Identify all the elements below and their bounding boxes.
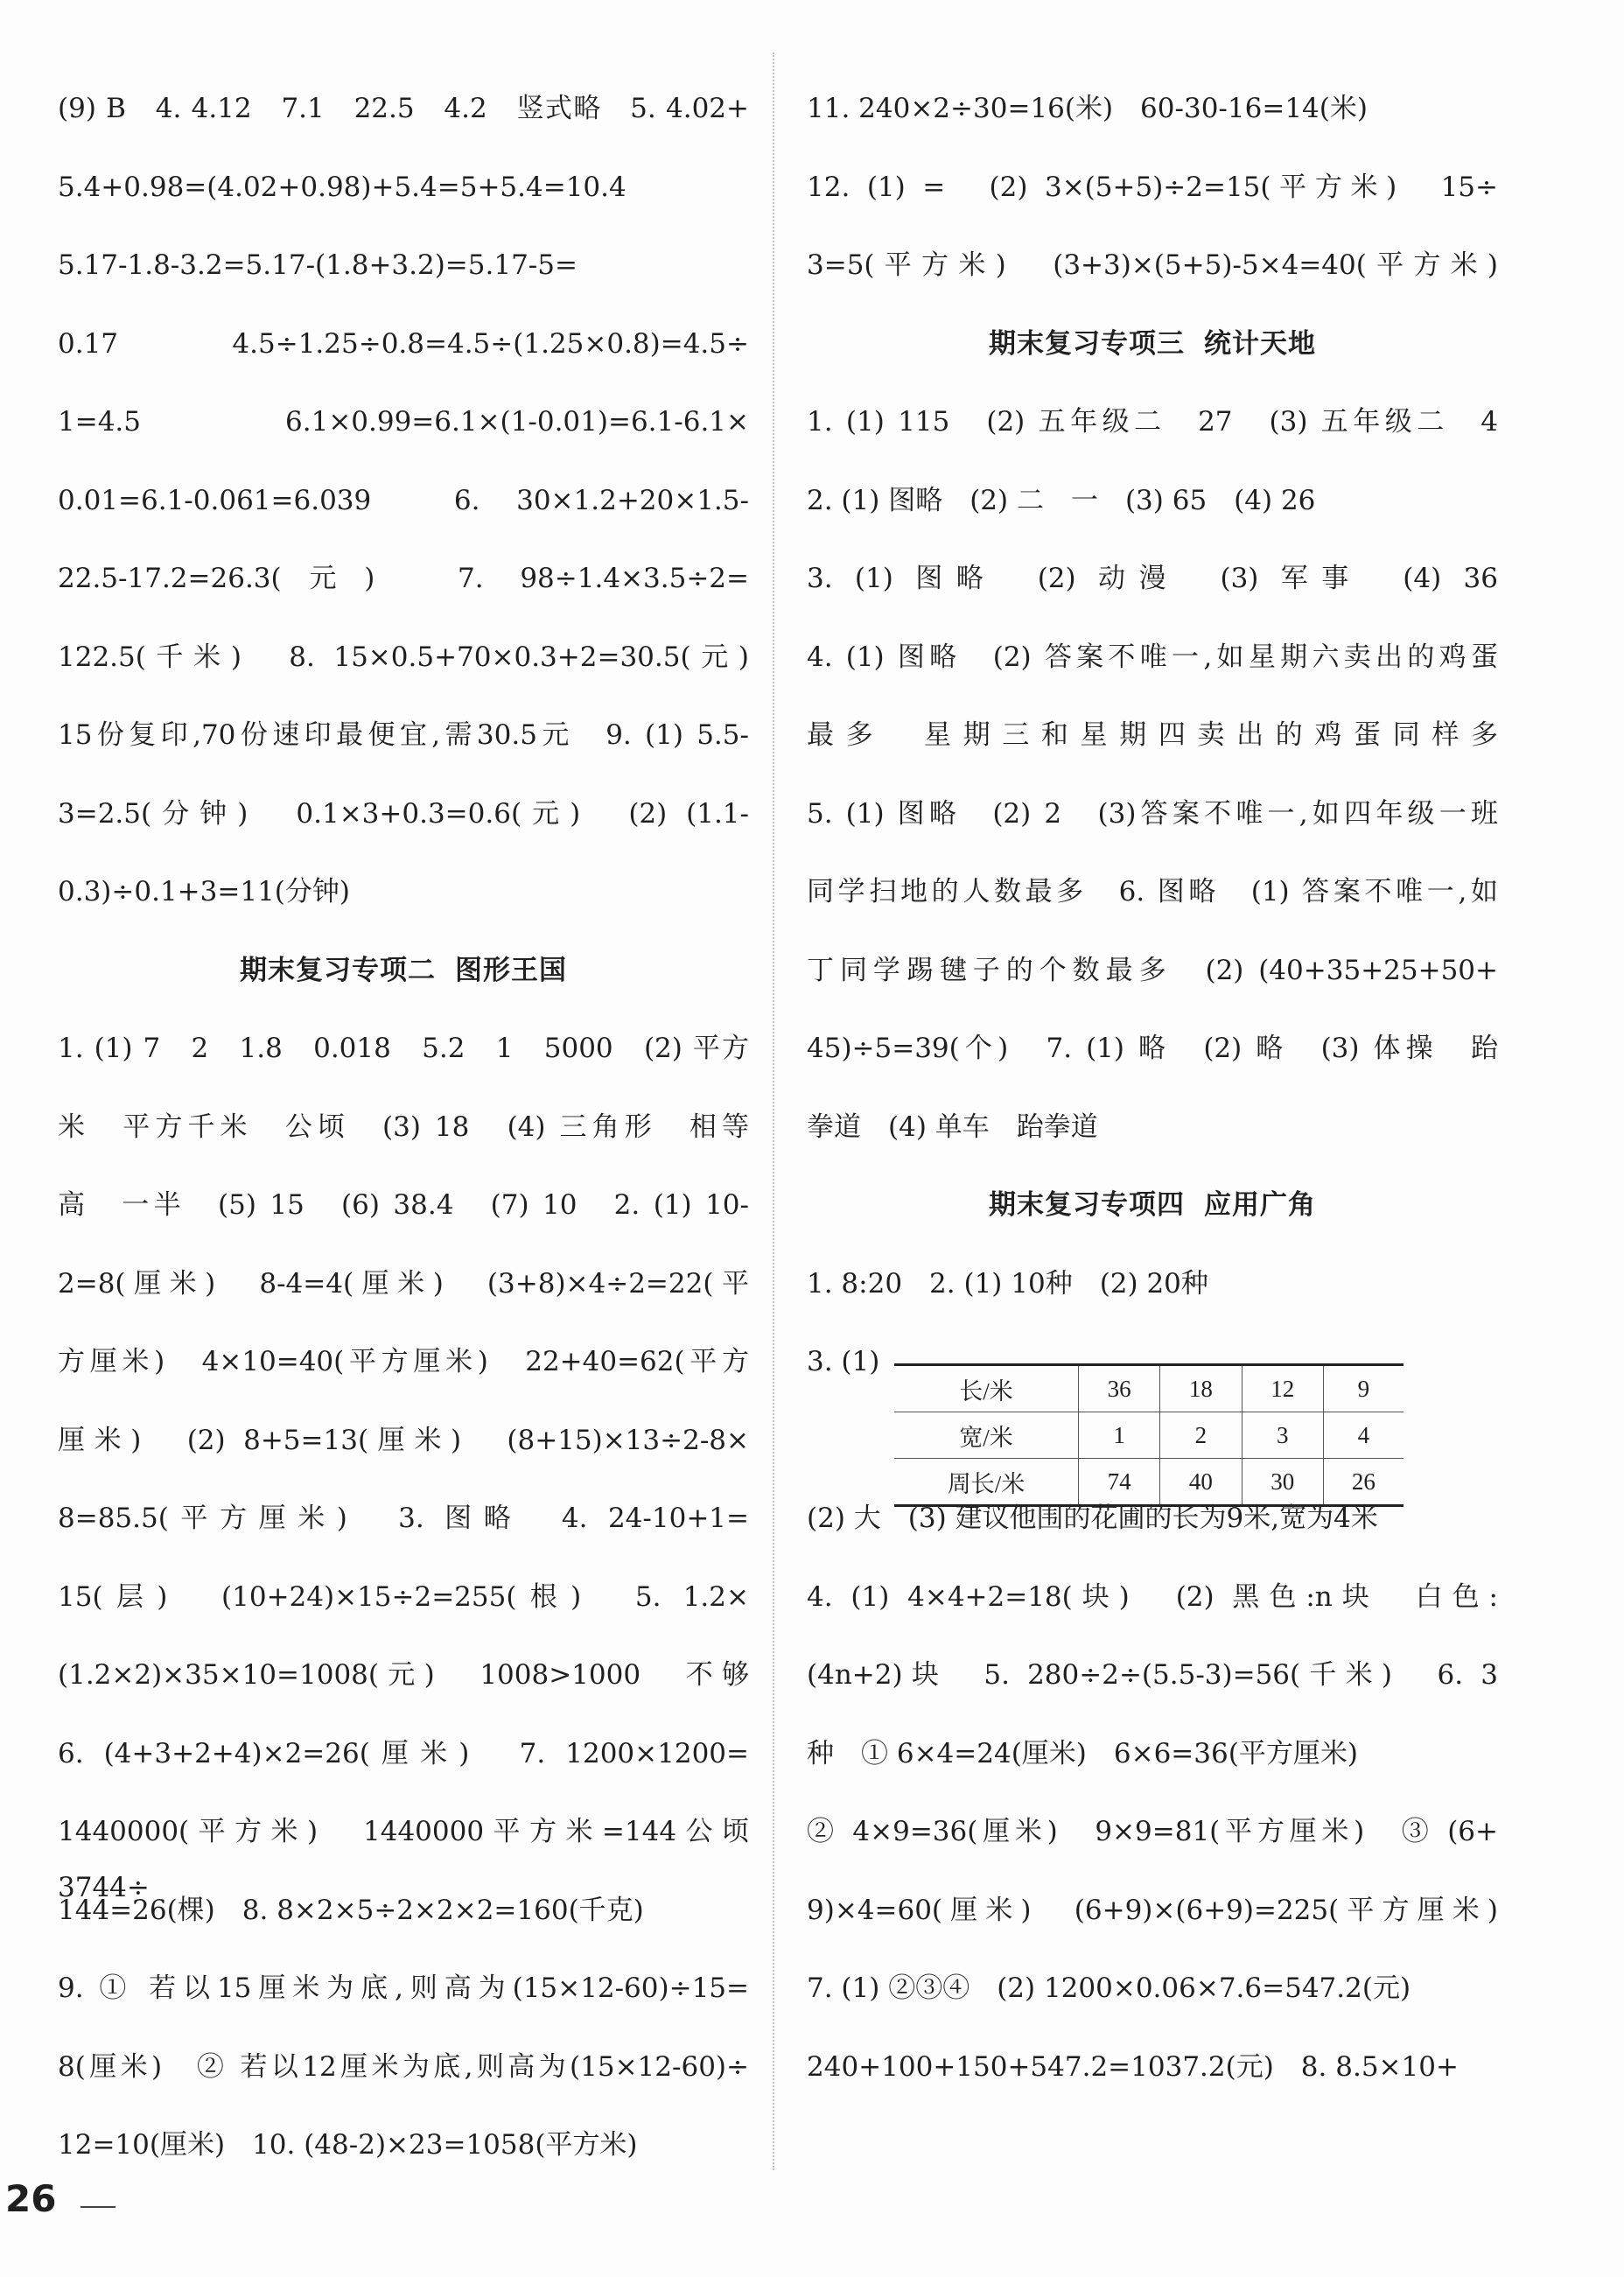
section-heading-statistics: 期末复习专项三 统计天地: [989, 327, 1316, 360]
answer-line: 8=85.5(平方厘米) 3. 图略 4. 24-10+1=: [58, 1503, 749, 1534]
left-column: [58, 81, 776, 2196]
answer-line: 6. (4+3+2+4)×2=26(厘米) 7. 1200×1200=: [58, 1737, 749, 1769]
table-cell: 3: [1242, 1412, 1323, 1459]
table-row-label: 长/米: [894, 1365, 1079, 1412]
answer-line: (4n+2)块 5. 280÷2÷(5.5-3)=56(千米) 6. 3: [807, 1659, 1498, 1691]
answer-line: 15份复印,70份速印最便宜,需30.5元 9. (1) 5.5-: [58, 719, 749, 751]
table-cell: 1: [1079, 1412, 1160, 1459]
question-3-table-block: [807, 1334, 1498, 1497]
answers-section-3: [807, 394, 1498, 1177]
answer-line: 144=26(棵) 8. 8×2×5÷2×2×2=160(千克): [58, 1894, 644, 1926]
table-question-label: 3. (1): [807, 1346, 880, 1377]
answer-line: 5.17-1.8-3.2=5.17-(1.8+3.2)=5.17-5=: [58, 249, 578, 281]
answer-line: 22.5-17.2=26.3(元) 7. 98÷1.4×3.5÷2=: [58, 563, 749, 594]
table-cell: 30: [1242, 1459, 1323, 1506]
answer-line: 11. 240×2÷30=16(米) 60-30-16=14(米): [807, 93, 1368, 124]
section-heading-applications: 期末复习专项四 应用广角: [989, 1189, 1316, 1221]
answer-line: 0.3)÷0.1+3=11(分钟): [58, 876, 350, 907]
answer-line: 122.5(千米) 8. 15×0.5+70×0.3+2=30.5(元): [58, 641, 749, 673]
page-number: 26: [5, 2177, 57, 2220]
answer-line: 0.01=6.1-0.061=6.039 6. 30×1.2+20×1.5-: [58, 484, 749, 516]
length-width-perimeter-table: [894, 1363, 1404, 1507]
answer-line: 同学扫地的人数最多 6. 图略 (1) 答案不唯一,如: [807, 876, 1498, 907]
answer-line: 丁同学踢毽子的个数最多 (2) (40+35+25+50+: [807, 954, 1498, 986]
answer-line: 1. (1) 7 2 1.8 0.018 5.2 1 5000 (2) 平方: [58, 1033, 749, 1064]
answer-line: 3=2.5(分钟) 0.1×3+0.3=0.6(元) (2) (1.1-: [58, 797, 749, 830]
column-divider: [773, 53, 774, 2170]
answer-line: 9. ① 若以15厘米为底,则高为(15×12-60)÷15=: [58, 1972, 749, 2004]
table-cell: 12: [1242, 1365, 1323, 1412]
right-column: [807, 81, 1498, 2117]
answer-line: 2. (1) 图略 (2) 二 一 (3) 65 (4) 26: [807, 484, 1316, 516]
table-cell: 18: [1160, 1365, 1242, 1412]
answer-line: 240+100+150+547.2=1037.2(元) 8. 8.5×10+: [807, 2050, 1459, 2083]
table-cell: 26: [1323, 1459, 1404, 1506]
answer-line: 高 一半 (5) 15 (6) 38.4 (7) 10 2. (1) 10-: [58, 1189, 749, 1221]
answer-line: 方厘米) 4×10=40(平方厘米) 22+40=62(平方: [58, 1346, 749, 1377]
answer-line: 0.17 4.5÷1.25÷0.8=4.5÷(1.25×0.8)=4.5÷: [58, 327, 749, 360]
answer-line: 最多 星期三和星期四卖出的鸡蛋同样多: [807, 719, 1498, 751]
answer-line: (1.2×2)×35×10=1008(元) 1008>1000 不够: [58, 1659, 749, 1691]
answers-section-2: [58, 1020, 776, 2196]
table-cell: 36: [1079, 1365, 1160, 1412]
table-cell: 40: [1160, 1459, 1242, 1506]
answer-line: 1=4.5 6.1×0.99=6.1×(1-0.01)=6.1-6.1×: [58, 406, 749, 438]
answer-line: 5.4+0.98=(4.02+0.98)+5.4=5+5.4=10.4: [58, 171, 626, 203]
answer-line: 厘米) (2) 8+5=13(厘米) (8+15)×13÷2-8×: [58, 1424, 749, 1456]
answer-line: 12. (1) = (2) 3×(5+5)÷2=15(平方米) 15÷: [807, 171, 1498, 203]
answer-line: 1. 8:20 2. (1) 10种 (2) 20种: [807, 1267, 1208, 1300]
answers-section-4: [807, 1490, 1498, 2117]
answer-line: 3=5(平方米) (3+3)×(5+5)-5×4=40(平方米): [807, 249, 1498, 281]
answer-line: 4. (1) 图略 (2) 答案不唯一,如星期六卖出的鸡蛋: [807, 641, 1498, 673]
table-row: [894, 1365, 1404, 1412]
answer-line: 2=8(厘米) 8-4=4(厘米) (3+8)×4÷2=22(平: [58, 1267, 749, 1300]
table-cell: 9: [1323, 1365, 1404, 1412]
table-cell: 4: [1323, 1412, 1404, 1459]
answer-line: ② 4×9=36(厘米) 9×9=81(平方厘米) ③ (6+: [807, 1816, 1498, 1847]
answer-line: 种 ① 6×4=24(厘米) 6×6=36(平方厘米): [807, 1737, 1358, 1769]
table-cell: 2: [1160, 1412, 1242, 1459]
answer-line: 5. (1) 图略 (2) 2 (3)答案不唯一,如四年级一班: [807, 797, 1498, 830]
answers-section-1-end: [807, 81, 1498, 316]
table-row: [894, 1459, 1404, 1506]
answer-line: (9) B 4. 4.12 7.1 22.5 4.2 竖式略 5. 4.02+: [58, 93, 749, 124]
answer-line: 1440000(平方米) 1440000平方米=144公顷 3744÷: [58, 1816, 776, 1903]
answer-line: 12=10(厘米) 10. (48-2)×23=1058(平方米): [58, 2129, 638, 2161]
table-row-label: 周长/米: [947, 1470, 1026, 1497]
answer-line: 1. (1) 115 (2) 五年级二 27 (3) 五年级二 4: [807, 406, 1498, 438]
answer-line: 7. (1) ②③④ (2) 1200×0.06×7.6=547.2(元): [807, 1972, 1411, 2004]
answer-line: 15(层) (10+24)×15÷2=255(根) 5. 1.2×: [58, 1580, 749, 1613]
answer-line: 3. (1) 图略 (2) 动漫 (3) 军事 (4) 36: [807, 563, 1498, 594]
answer-line: 拳道 (4) 单车 跆拳道: [807, 1110, 1098, 1143]
answer-line: 45)÷5=39(个) 7. (1) 略 (2) 略 (3) 体操 跆: [807, 1033, 1498, 1064]
answer-line: 8(厘米) ② 若以12厘米为底,则高为(15×12-60)÷: [58, 2050, 749, 2083]
table-row-label: 宽/米: [894, 1412, 1079, 1459]
answers-section-1-continued: [58, 81, 749, 942]
section-heading-graphics: 期末复习专项二 图形王国: [240, 954, 567, 986]
table-cell: 74: [1079, 1459, 1160, 1506]
page-number-dash: [80, 2206, 116, 2208]
answer-line: 9)×4=60(厘米) (6+9)×(6+9)=225(平方厘米): [807, 1894, 1498, 1926]
table-row: [894, 1412, 1404, 1459]
answer-line: 米 平方千米 公顷 (3) 18 (4) 三角形 相等: [58, 1110, 749, 1143]
answer-line: 4. (1) 4×4+2=18(块) (2) 黑色:n块 白色:: [807, 1580, 1498, 1613]
answer-line: (2) 大 (3) 建议他围的花圃的长为9米,宽为4米: [807, 1503, 1378, 1534]
